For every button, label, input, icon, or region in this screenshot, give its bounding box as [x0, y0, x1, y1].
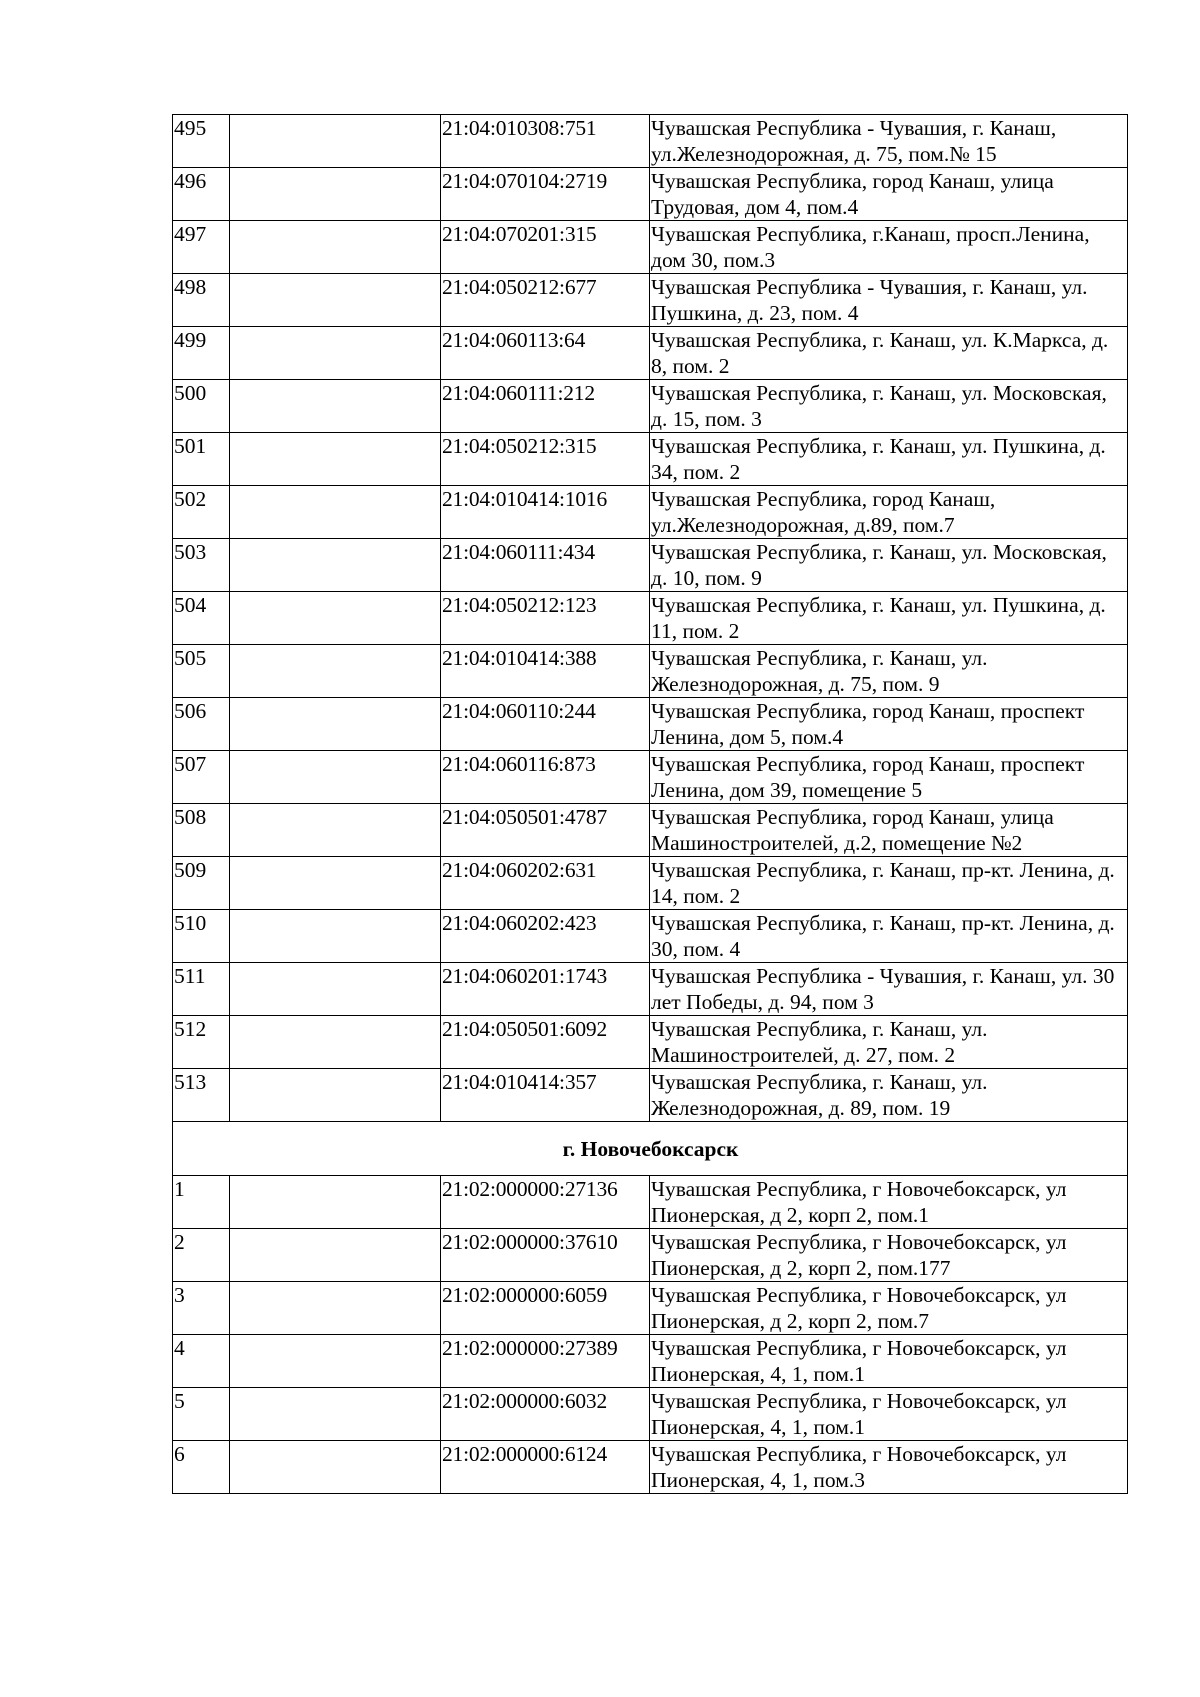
row-number-cell: 3: [173, 1282, 230, 1335]
row-number-cell: 2: [173, 1229, 230, 1282]
table-row: [173, 1229, 1128, 1282]
table-row: [173, 327, 1128, 380]
cadastral-number-cell: 21:04:060116:873: [441, 751, 650, 804]
table-row: [173, 168, 1128, 221]
empty-cell: [230, 910, 441, 963]
empty-cell: [230, 804, 441, 857]
empty-cell: [230, 221, 441, 274]
table-row: [173, 751, 1128, 804]
table-row: [173, 1388, 1128, 1441]
address-cell: Чувашская Республика, город Канаш, улица Трудовая, дом 4, пом.4: [650, 168, 1128, 221]
table-row: [173, 1282, 1128, 1335]
address-cell: Чувашская Республика, г. Канаш, ул. Железнодорожная, д. 75, пом. 9: [650, 645, 1128, 698]
empty-cell: [230, 1176, 441, 1229]
table-row: [173, 433, 1128, 486]
table-row: [173, 486, 1128, 539]
row-number-cell: 501: [173, 433, 230, 486]
address-cell: Чувашская Республика, г Новочебоксарск, ул Пионерская, 4, 1, пом.3: [650, 1441, 1128, 1494]
cadastral-number-cell: 21:04:060110:244: [441, 698, 650, 751]
cadastral-number-cell: 21:04:050212:123: [441, 592, 650, 645]
empty-cell: [230, 1069, 441, 1122]
cadastral-number-cell: 21:02:000000:6032: [441, 1388, 650, 1441]
empty-cell: [230, 698, 441, 751]
empty-cell: [230, 115, 441, 168]
row-number-cell: 497: [173, 221, 230, 274]
address-cell: Чувашская Республика - Чувашия, г. Канаш, ул.Железнодорожная, д. 75, пом.№ 15: [650, 115, 1128, 168]
cadastral-number-cell: 21:02:000000:6059: [441, 1282, 650, 1335]
table-row: [173, 115, 1128, 168]
cadastral-number-cell: 21:04:050501:4787: [441, 804, 650, 857]
cadastral-number-cell: 21:04:060111:212: [441, 380, 650, 433]
table-row: [173, 380, 1128, 433]
document-page: [172, 114, 1127, 1494]
empty-cell: [230, 963, 441, 1016]
table-row: [173, 1069, 1128, 1122]
table-row: [173, 963, 1128, 1016]
address-cell: Чувашская Республика, г. Канаш, пр-кт. Ленина, д. 30, пом. 4: [650, 910, 1128, 963]
row-number-cell: 507: [173, 751, 230, 804]
table-row: [173, 1016, 1128, 1069]
table-row: [173, 274, 1128, 327]
cadastral-number-cell: 21:02:000000:27136: [441, 1176, 650, 1229]
cadastral-number-cell: 21:04:060202:423: [441, 910, 650, 963]
cadastral-number-cell: 21:04:060201:1743: [441, 963, 650, 1016]
cadastral-number-cell: 21:02:000000:27389: [441, 1335, 650, 1388]
address-cell: Чувашская Республика, г Новочебоксарск, ул Пионерская, д 2, корп 2, пом.7: [650, 1282, 1128, 1335]
table-row: [173, 645, 1128, 698]
empty-cell: [230, 592, 441, 645]
address-cell: Чувашская Республика, город Канаш, улица Машиностроителей, д.2, помещение №2: [650, 804, 1128, 857]
property-registry-table: [172, 114, 1128, 1494]
row-number-cell: 498: [173, 274, 230, 327]
table-row: [173, 221, 1128, 274]
empty-cell: [230, 327, 441, 380]
address-cell: Чувашская Республика, г. Канаш, ул. К.Маркса, д. 8, пом. 2: [650, 327, 1128, 380]
row-number-cell: 500: [173, 380, 230, 433]
address-cell: Чувашская Республика, город Канаш, проспект Ленина, дом 39, помещение 5: [650, 751, 1128, 804]
row-number-cell: 512: [173, 1016, 230, 1069]
cadastral-number-cell: 21:02:000000:6124: [441, 1441, 650, 1494]
row-number-cell: 513: [173, 1069, 230, 1122]
address-cell: Чувашская Республика, г. Канаш, пр-кт. Ленина, д. 14, пом. 2: [650, 857, 1128, 910]
cadastral-number-cell: 21:04:010414:1016: [441, 486, 650, 539]
address-cell: Чувашская Республика, г Новочебоксарск, ул Пионерская, 4, 1, пом.1: [650, 1388, 1128, 1441]
row-number-cell: 499: [173, 327, 230, 380]
empty-cell: [230, 1335, 441, 1388]
address-cell: Чувашская Республика, г.Канаш, просп.Ленина, дом 30, пом.3: [650, 221, 1128, 274]
cadastral-number-cell: 21:04:060111:434: [441, 539, 650, 592]
table-row: [173, 1335, 1128, 1388]
empty-cell: [230, 380, 441, 433]
address-cell: Чувашская Республика, г. Канаш, ул. Московская, д. 10, пом. 9: [650, 539, 1128, 592]
address-cell: Чувашская Республика, г Новочебоксарск, ул Пионерская, д 2, корп 2, пом.177: [650, 1229, 1128, 1282]
cadastral-number-cell: 21:02:000000:37610: [441, 1229, 650, 1282]
address-cell: Чувашская Республика, г. Канаш, ул. Железнодорожная, д. 89, пом. 19: [650, 1069, 1128, 1122]
address-cell: Чувашская Республика, г. Канаш, ул. Пушкина, д. 11, пом. 2: [650, 592, 1128, 645]
empty-cell: [230, 857, 441, 910]
table-row: [173, 857, 1128, 910]
cadastral-number-cell: 21:04:070201:315: [441, 221, 650, 274]
table-row: [173, 539, 1128, 592]
address-cell: Чувашская Республика, город Канаш, проспект Ленина, дом 5, пом.4: [650, 698, 1128, 751]
empty-cell: [230, 539, 441, 592]
row-number-cell: 511: [173, 963, 230, 1016]
table-row: [173, 1441, 1128, 1494]
cadastral-number-cell: 21:04:010414:357: [441, 1069, 650, 1122]
empty-cell: [230, 168, 441, 221]
row-number-cell: 1: [173, 1176, 230, 1229]
cadastral-number-cell: 21:04:070104:2719: [441, 168, 650, 221]
row-number-cell: 495: [173, 115, 230, 168]
empty-cell: [230, 1441, 441, 1494]
table-row: [173, 804, 1128, 857]
empty-cell: [230, 274, 441, 327]
address-cell: Чувашская Республика, г. Канаш, ул. Машиностроителей, д. 27, пом. 2: [650, 1016, 1128, 1069]
address-cell: Чувашская Республика, г. Канаш, ул. Московская, д. 15, пом. 3: [650, 380, 1128, 433]
row-number-cell: 506: [173, 698, 230, 751]
cadastral-number-cell: 21:04:010308:751: [441, 115, 650, 168]
row-number-cell: 509: [173, 857, 230, 910]
cadastral-number-cell: 21:04:050212:315: [441, 433, 650, 486]
table-row: [173, 1176, 1128, 1229]
row-number-cell: 508: [173, 804, 230, 857]
row-number-cell: 5: [173, 1388, 230, 1441]
section-heading: г. Новочебоксарск: [173, 1122, 1128, 1176]
row-number-cell: 6: [173, 1441, 230, 1494]
address-cell: Чувашская Республика - Чувашия, г. Канаш, ул. Пушкина, д. 23, пом. 4: [650, 274, 1128, 327]
cadastral-number-cell: 21:04:050212:677: [441, 274, 650, 327]
empty-cell: [230, 433, 441, 486]
empty-cell: [230, 1282, 441, 1335]
row-number-cell: 503: [173, 539, 230, 592]
cadastral-number-cell: 21:04:050501:6092: [441, 1016, 650, 1069]
row-number-cell: 502: [173, 486, 230, 539]
address-cell: Чувашская Республика, г Новочебоксарск, ул Пионерская, д 2, корп 2, пом.1: [650, 1176, 1128, 1229]
empty-cell: [230, 486, 441, 539]
empty-cell: [230, 1016, 441, 1069]
cadastral-number-cell: 21:04:060202:631: [441, 857, 650, 910]
empty-cell: [230, 1229, 441, 1282]
empty-cell: [230, 751, 441, 804]
cadastral-number-cell: 21:04:060113:64: [441, 327, 650, 380]
registry-table-body: [173, 115, 1128, 1494]
address-cell: Чувашская Республика, г Новочебоксарск, ул Пионерская, 4, 1, пом.1: [650, 1335, 1128, 1388]
row-number-cell: 496: [173, 168, 230, 221]
table-row: [173, 592, 1128, 645]
cadastral-number-cell: 21:04:010414:388: [441, 645, 650, 698]
table-row: [173, 910, 1128, 963]
row-number-cell: 4: [173, 1335, 230, 1388]
row-number-cell: 505: [173, 645, 230, 698]
address-cell: Чувашская Республика, г. Канаш, ул. Пушкина, д. 34, пом. 2: [650, 433, 1128, 486]
row-number-cell: 510: [173, 910, 230, 963]
section-heading-row: [173, 1122, 1128, 1176]
address-cell: Чувашская Республика, город Канаш, ул.Железнодорожная, д.89, пом.7: [650, 486, 1128, 539]
empty-cell: [230, 645, 441, 698]
table-row: [173, 698, 1128, 751]
address-cell: Чувашская Республика - Чувашия, г. Канаш, ул. 30 лет Победы, д. 94, пом 3: [650, 963, 1128, 1016]
row-number-cell: 504: [173, 592, 230, 645]
empty-cell: [230, 1388, 441, 1441]
